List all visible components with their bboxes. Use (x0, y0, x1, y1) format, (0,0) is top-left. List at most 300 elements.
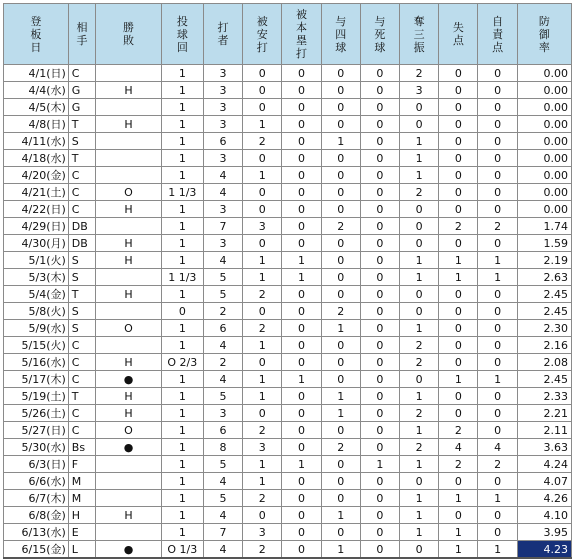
cell-earned-runs: 0 (478, 286, 517, 303)
cell-runs: 0 (439, 303, 478, 320)
cell-hits: 0 (243, 184, 282, 201)
cell-hits: 3 (243, 524, 282, 541)
header-innings: 投球回 (161, 4, 203, 65)
cell-innings: 1 (161, 473, 203, 490)
table-row (4, 65, 572, 82)
cell-runs: 1 (439, 371, 478, 388)
cell-strikeouts: 0 (400, 371, 439, 388)
cell-date: 6/3(日) (4, 456, 69, 473)
cell-result (96, 490, 161, 507)
cell-era: 4.24 (517, 456, 571, 473)
cell-innings: 1 (161, 99, 203, 116)
cell-runs: 0 (439, 354, 478, 371)
cell-strikeouts: 2 (400, 405, 439, 422)
cell-earned-runs: 1 (478, 269, 517, 286)
cell-home-runs: 0 (282, 167, 321, 184)
cell-result (96, 456, 161, 473)
cell-home-runs: 0 (282, 303, 321, 320)
cell-earned-runs: 0 (478, 320, 517, 337)
cell-strikeouts: 0 (400, 303, 439, 320)
cell-hits: 0 (243, 235, 282, 252)
cell-earned-runs: 0 (478, 303, 517, 320)
table-row (4, 337, 572, 354)
cell-earned-runs: 0 (478, 150, 517, 167)
table-row (4, 150, 572, 167)
cell-hit-by-pitch: 0 (360, 133, 399, 150)
cell-strikeouts: 2 (400, 184, 439, 201)
cell-home-runs: 0 (282, 524, 321, 541)
cell-date: 4/18(水) (4, 150, 69, 167)
cell-result: H (96, 286, 161, 303)
cell-walks: 0 (321, 167, 360, 184)
cell-hits: 0 (243, 99, 282, 116)
cell-hit-by-pitch: 0 (360, 65, 399, 82)
cell-opponent: M (68, 490, 95, 507)
cell-result (96, 303, 161, 320)
cell-hits: 1 (243, 371, 282, 388)
cell-batters: 5 (203, 456, 242, 473)
cell-strikeouts: 1 (400, 150, 439, 167)
cell-date: 5/15(火) (4, 337, 69, 354)
cell-hits: 1 (243, 456, 282, 473)
cell-strikeouts: 1 (400, 524, 439, 541)
cell-batters: 4 (203, 252, 242, 269)
cell-innings: 1 (161, 201, 203, 218)
cell-result: H (96, 405, 161, 422)
cell-result: H (96, 507, 161, 524)
table-row (4, 252, 572, 269)
cell-runs: 2 (439, 422, 478, 439)
cell-home-runs: 0 (282, 286, 321, 303)
cell-result: H (96, 201, 161, 218)
cell-earned-runs: 2 (478, 456, 517, 473)
cell-earned-runs: 0 (478, 388, 517, 405)
cell-era: 1.74 (517, 218, 571, 235)
cell-batters: 8 (203, 439, 242, 456)
table-row (4, 354, 572, 371)
table-row (4, 439, 572, 456)
cell-innings: 0 (161, 303, 203, 320)
table-row (4, 490, 572, 507)
cell-date: 5/30(水) (4, 439, 69, 456)
cell-home-runs: 0 (282, 201, 321, 218)
cell-hits: 0 (243, 82, 282, 99)
cell-earned-runs: 0 (478, 167, 517, 184)
cell-hit-by-pitch: 0 (360, 371, 399, 388)
header-batters: 打者 (203, 4, 242, 65)
cell-walks: 0 (321, 456, 360, 473)
cell-hits: 1 (243, 116, 282, 133)
cell-batters: 4 (203, 473, 242, 490)
cell-opponent: F (68, 456, 95, 473)
cell-hits: 1 (243, 388, 282, 405)
cell-earned-runs: 0 (478, 507, 517, 524)
header-hit-by-pitch: 与死球 (360, 4, 399, 65)
cell-runs: 1 (439, 524, 478, 541)
cell-strikeouts: 1 (400, 269, 439, 286)
header-earned-runs: 自責点 (478, 4, 517, 65)
cell-era: 2.08 (517, 354, 571, 371)
cell-opponent: H (68, 507, 95, 524)
header-runs: 失点 (439, 4, 478, 65)
cell-home-runs: 1 (282, 252, 321, 269)
cell-earned-runs: 0 (478, 116, 517, 133)
cell-result (96, 133, 161, 150)
cell-date: 5/8(火) (4, 303, 69, 320)
cell-earned-runs: 4 (478, 439, 517, 456)
cell-hit-by-pitch: 0 (360, 439, 399, 456)
table-row (4, 473, 572, 490)
cell-opponent: T (68, 388, 95, 405)
cell-opponent: S (68, 320, 95, 337)
cell-hit-by-pitch: 0 (360, 524, 399, 541)
cell-result (96, 473, 161, 490)
cell-hits: 2 (243, 490, 282, 507)
cell-era: 4.26 (517, 490, 571, 507)
cell-opponent: C (68, 371, 95, 388)
cell-hits: 1 (243, 167, 282, 184)
cell-walks: 1 (321, 405, 360, 422)
cell-date: 5/16(水) (4, 354, 69, 371)
cell-hit-by-pitch: 0 (360, 167, 399, 184)
cell-result: H (96, 82, 161, 99)
table-row (4, 320, 572, 337)
cell-earned-runs: 0 (478, 99, 517, 116)
table-row (4, 303, 572, 320)
header-opponent: 相手 (68, 4, 95, 65)
cell-walks: 1 (321, 541, 360, 559)
cell-strikeouts: 0 (400, 473, 439, 490)
cell-home-runs: 0 (282, 405, 321, 422)
cell-innings: 1 (161, 337, 203, 354)
table-row (4, 133, 572, 150)
cell-runs: 0 (439, 167, 478, 184)
cell-walks: 0 (321, 65, 360, 82)
cell-earned-runs: 0 (478, 337, 517, 354)
cell-hits: 0 (243, 65, 282, 82)
cell-runs: 1 (439, 252, 478, 269)
cell-batters: 6 (203, 133, 242, 150)
cell-strikeouts: 1 (400, 167, 439, 184)
cell-earned-runs: 1 (478, 252, 517, 269)
cell-runs: 0 (439, 235, 478, 252)
cell-hit-by-pitch: 0 (360, 269, 399, 286)
cell-runs: 0 (439, 65, 478, 82)
cell-runs: 0 (439, 473, 478, 490)
header-era: 防御率 (517, 4, 571, 65)
cell-date: 5/1(火) (4, 252, 69, 269)
cell-hits: 0 (243, 405, 282, 422)
cell-runs: 0 (439, 201, 478, 218)
cell-hit-by-pitch: 0 (360, 507, 399, 524)
cell-result: H (96, 388, 161, 405)
cell-earned-runs: 1 (478, 541, 517, 559)
cell-opponent: T (68, 286, 95, 303)
cell-runs: 2 (439, 218, 478, 235)
cell-home-runs: 1 (282, 269, 321, 286)
cell-home-runs: 1 (282, 456, 321, 473)
cell-opponent: S (68, 133, 95, 150)
cell-batters: 3 (203, 116, 242, 133)
cell-walks: 0 (321, 337, 360, 354)
table-row (4, 201, 572, 218)
cell-result: O (96, 184, 161, 201)
cell-home-runs: 0 (282, 235, 321, 252)
cell-innings: 1 (161, 371, 203, 388)
cell-hit-by-pitch: 0 (360, 422, 399, 439)
cell-era: 2.45 (517, 371, 571, 388)
cell-opponent: C (68, 201, 95, 218)
cell-strikeouts: 0 (400, 541, 439, 559)
cell-hits: 2 (243, 133, 282, 150)
cell-hit-by-pitch: 1 (360, 456, 399, 473)
pitching-log-table (3, 3, 572, 559)
cell-hit-by-pitch: 0 (360, 218, 399, 235)
cell-opponent: S (68, 269, 95, 286)
cell-strikeouts: 0 (400, 116, 439, 133)
cell-walks: 0 (321, 235, 360, 252)
cell-batters: 3 (203, 99, 242, 116)
cell-result (96, 218, 161, 235)
cell-date: 6/7(木) (4, 490, 69, 507)
cell-era: 2.45 (517, 286, 571, 303)
cell-walks: 1 (321, 507, 360, 524)
table-row (4, 456, 572, 473)
cell-batters: 4 (203, 184, 242, 201)
cell-era: 0.00 (517, 167, 571, 184)
cell-earned-runs: 0 (478, 82, 517, 99)
cell-date: 5/26(土) (4, 405, 69, 422)
cell-strikeouts: 1 (400, 490, 439, 507)
cell-home-runs: 0 (282, 218, 321, 235)
table-row (4, 524, 572, 541)
cell-earned-runs: 0 (478, 405, 517, 422)
cell-batters: 3 (203, 150, 242, 167)
cell-hits: 1 (243, 337, 282, 354)
cell-home-runs: 0 (282, 82, 321, 99)
cell-date: 5/17(木) (4, 371, 69, 388)
cell-innings: 1 (161, 507, 203, 524)
cell-hits: 3 (243, 439, 282, 456)
cell-runs: 0 (439, 286, 478, 303)
cell-opponent: DB (68, 218, 95, 235)
cell-strikeouts: 0 (400, 201, 439, 218)
cell-era: 0.00 (517, 184, 571, 201)
cell-era: 0.00 (517, 201, 571, 218)
cell-innings: 1 (161, 405, 203, 422)
table-row (4, 235, 572, 252)
cell-walks: 0 (321, 286, 360, 303)
cell-date: 5/4(金) (4, 286, 69, 303)
cell-batters: 6 (203, 422, 242, 439)
cell-date: 5/27(日) (4, 422, 69, 439)
cell-hits: 2 (243, 541, 282, 559)
cell-opponent: Bs (68, 439, 95, 456)
cell-hits: 1 (243, 473, 282, 490)
cell-hit-by-pitch: 0 (360, 99, 399, 116)
cell-strikeouts: 2 (400, 439, 439, 456)
cell-era: 4.07 (517, 473, 571, 490)
cell-result (96, 65, 161, 82)
cell-runs: 0 (439, 388, 478, 405)
header-strikeouts: 奪三振 (400, 4, 439, 65)
cell-opponent: G (68, 99, 95, 116)
cell-runs: 0 (439, 116, 478, 133)
cell-home-runs: 0 (282, 422, 321, 439)
cell-strikeouts: 1 (400, 320, 439, 337)
cell-runs: 0 (439, 99, 478, 116)
cell-walks: 0 (321, 422, 360, 439)
cell-result: H (96, 235, 161, 252)
cell-date: 4/29(日) (4, 218, 69, 235)
cell-strikeouts: 3 (400, 82, 439, 99)
cell-home-runs: 0 (282, 439, 321, 456)
cell-walks: 0 (321, 490, 360, 507)
cell-batters: 3 (203, 65, 242, 82)
cell-opponent: C (68, 422, 95, 439)
cell-result (96, 99, 161, 116)
cell-innings: 1 (161, 133, 203, 150)
cell-hits: 0 (243, 354, 282, 371)
cell-result (96, 524, 161, 541)
cell-result: ● (96, 541, 161, 559)
cell-earned-runs: 2 (478, 218, 517, 235)
cell-result: O (96, 422, 161, 439)
cell-earned-runs: 0 (478, 422, 517, 439)
cell-opponent: DB (68, 235, 95, 252)
cell-strikeouts: 1 (400, 456, 439, 473)
cell-hits: 0 (243, 201, 282, 218)
table-row (4, 116, 572, 133)
cell-earned-runs: 1 (478, 371, 517, 388)
cell-runs: 4 (439, 439, 478, 456)
cell-earned-runs: 0 (478, 133, 517, 150)
cell-batters: 7 (203, 218, 242, 235)
cell-hits: 1 (243, 269, 282, 286)
cell-innings: 1 (161, 456, 203, 473)
cell-runs: 0 (439, 507, 478, 524)
cell-runs: 1 (439, 541, 478, 559)
cell-result: O (96, 320, 161, 337)
cell-runs: 0 (439, 133, 478, 150)
cell-era: 4.23 (517, 541, 571, 559)
cell-home-runs: 0 (282, 150, 321, 167)
cell-date: 5/3(木) (4, 269, 69, 286)
cell-home-runs: 0 (282, 541, 321, 559)
cell-hit-by-pitch: 0 (360, 405, 399, 422)
cell-hits: 0 (243, 507, 282, 524)
cell-home-runs: 0 (282, 184, 321, 201)
cell-opponent: C (68, 337, 95, 354)
cell-runs: 0 (439, 337, 478, 354)
cell-walks: 0 (321, 371, 360, 388)
cell-earned-runs: 0 (478, 473, 517, 490)
cell-innings: 1 (161, 65, 203, 82)
cell-runs: 0 (439, 405, 478, 422)
cell-walks: 0 (321, 269, 360, 286)
cell-era: 2.21 (517, 405, 571, 422)
cell-batters: 5 (203, 388, 242, 405)
cell-opponent: L (68, 541, 95, 559)
cell-hit-by-pitch: 0 (360, 150, 399, 167)
cell-home-runs: 0 (282, 337, 321, 354)
cell-walks: 0 (321, 524, 360, 541)
cell-hit-by-pitch: 0 (360, 82, 399, 99)
cell-opponent: T (68, 116, 95, 133)
cell-batters: 5 (203, 286, 242, 303)
cell-date: 4/1(日) (4, 65, 69, 82)
cell-date: 4/11(水) (4, 133, 69, 150)
table-row (4, 167, 572, 184)
cell-innings: 1 (161, 422, 203, 439)
cell-home-runs: 0 (282, 116, 321, 133)
cell-walks: 2 (321, 303, 360, 320)
cell-earned-runs: 0 (478, 201, 517, 218)
table-row (4, 82, 572, 99)
cell-hit-by-pitch: 0 (360, 303, 399, 320)
header-date: 登板日 (4, 4, 69, 65)
header-result: 勝敗 (96, 4, 161, 65)
cell-opponent: C (68, 167, 95, 184)
cell-strikeouts: 2 (400, 65, 439, 82)
cell-hit-by-pitch: 0 (360, 490, 399, 507)
cell-walks: 0 (321, 201, 360, 218)
cell-home-runs: 0 (282, 65, 321, 82)
cell-era: 0.00 (517, 65, 571, 82)
table-row (4, 507, 572, 524)
cell-date: 6/6(水) (4, 473, 69, 490)
cell-innings: 1 1/3 (161, 184, 203, 201)
cell-date: 4/4(水) (4, 82, 69, 99)
cell-era: 2.16 (517, 337, 571, 354)
table-row (4, 405, 572, 422)
cell-batters: 3 (203, 405, 242, 422)
cell-result (96, 167, 161, 184)
cell-earned-runs: 0 (478, 354, 517, 371)
cell-walks: 0 (321, 473, 360, 490)
cell-opponent: T (68, 150, 95, 167)
cell-hits: 2 (243, 286, 282, 303)
cell-date: 4/8(日) (4, 116, 69, 133)
cell-batters: 3 (203, 201, 242, 218)
cell-era: 2.30 (517, 320, 571, 337)
cell-batters: 5 (203, 269, 242, 286)
cell-walks: 0 (321, 150, 360, 167)
cell-hit-by-pitch: 0 (360, 116, 399, 133)
cell-walks: 0 (321, 252, 360, 269)
table-row (4, 388, 572, 405)
cell-era: 3.95 (517, 524, 571, 541)
cell-date: 4/21(土) (4, 184, 69, 201)
cell-batters: 6 (203, 320, 242, 337)
table-row (4, 218, 572, 235)
cell-innings: O 1/3 (161, 541, 203, 559)
cell-hit-by-pitch: 0 (360, 201, 399, 218)
cell-opponent: G (68, 82, 95, 99)
cell-hit-by-pitch: 0 (360, 320, 399, 337)
cell-hit-by-pitch: 0 (360, 235, 399, 252)
cell-hit-by-pitch: 0 (360, 252, 399, 269)
cell-hits: 0 (243, 150, 282, 167)
cell-era: 2.19 (517, 252, 571, 269)
cell-home-runs: 0 (282, 473, 321, 490)
cell-runs: 2 (439, 456, 478, 473)
cell-result (96, 150, 161, 167)
cell-home-runs: 0 (282, 354, 321, 371)
cell-strikeouts: 2 (400, 337, 439, 354)
cell-era: 4.10 (517, 507, 571, 524)
cell-batters: 2 (203, 303, 242, 320)
